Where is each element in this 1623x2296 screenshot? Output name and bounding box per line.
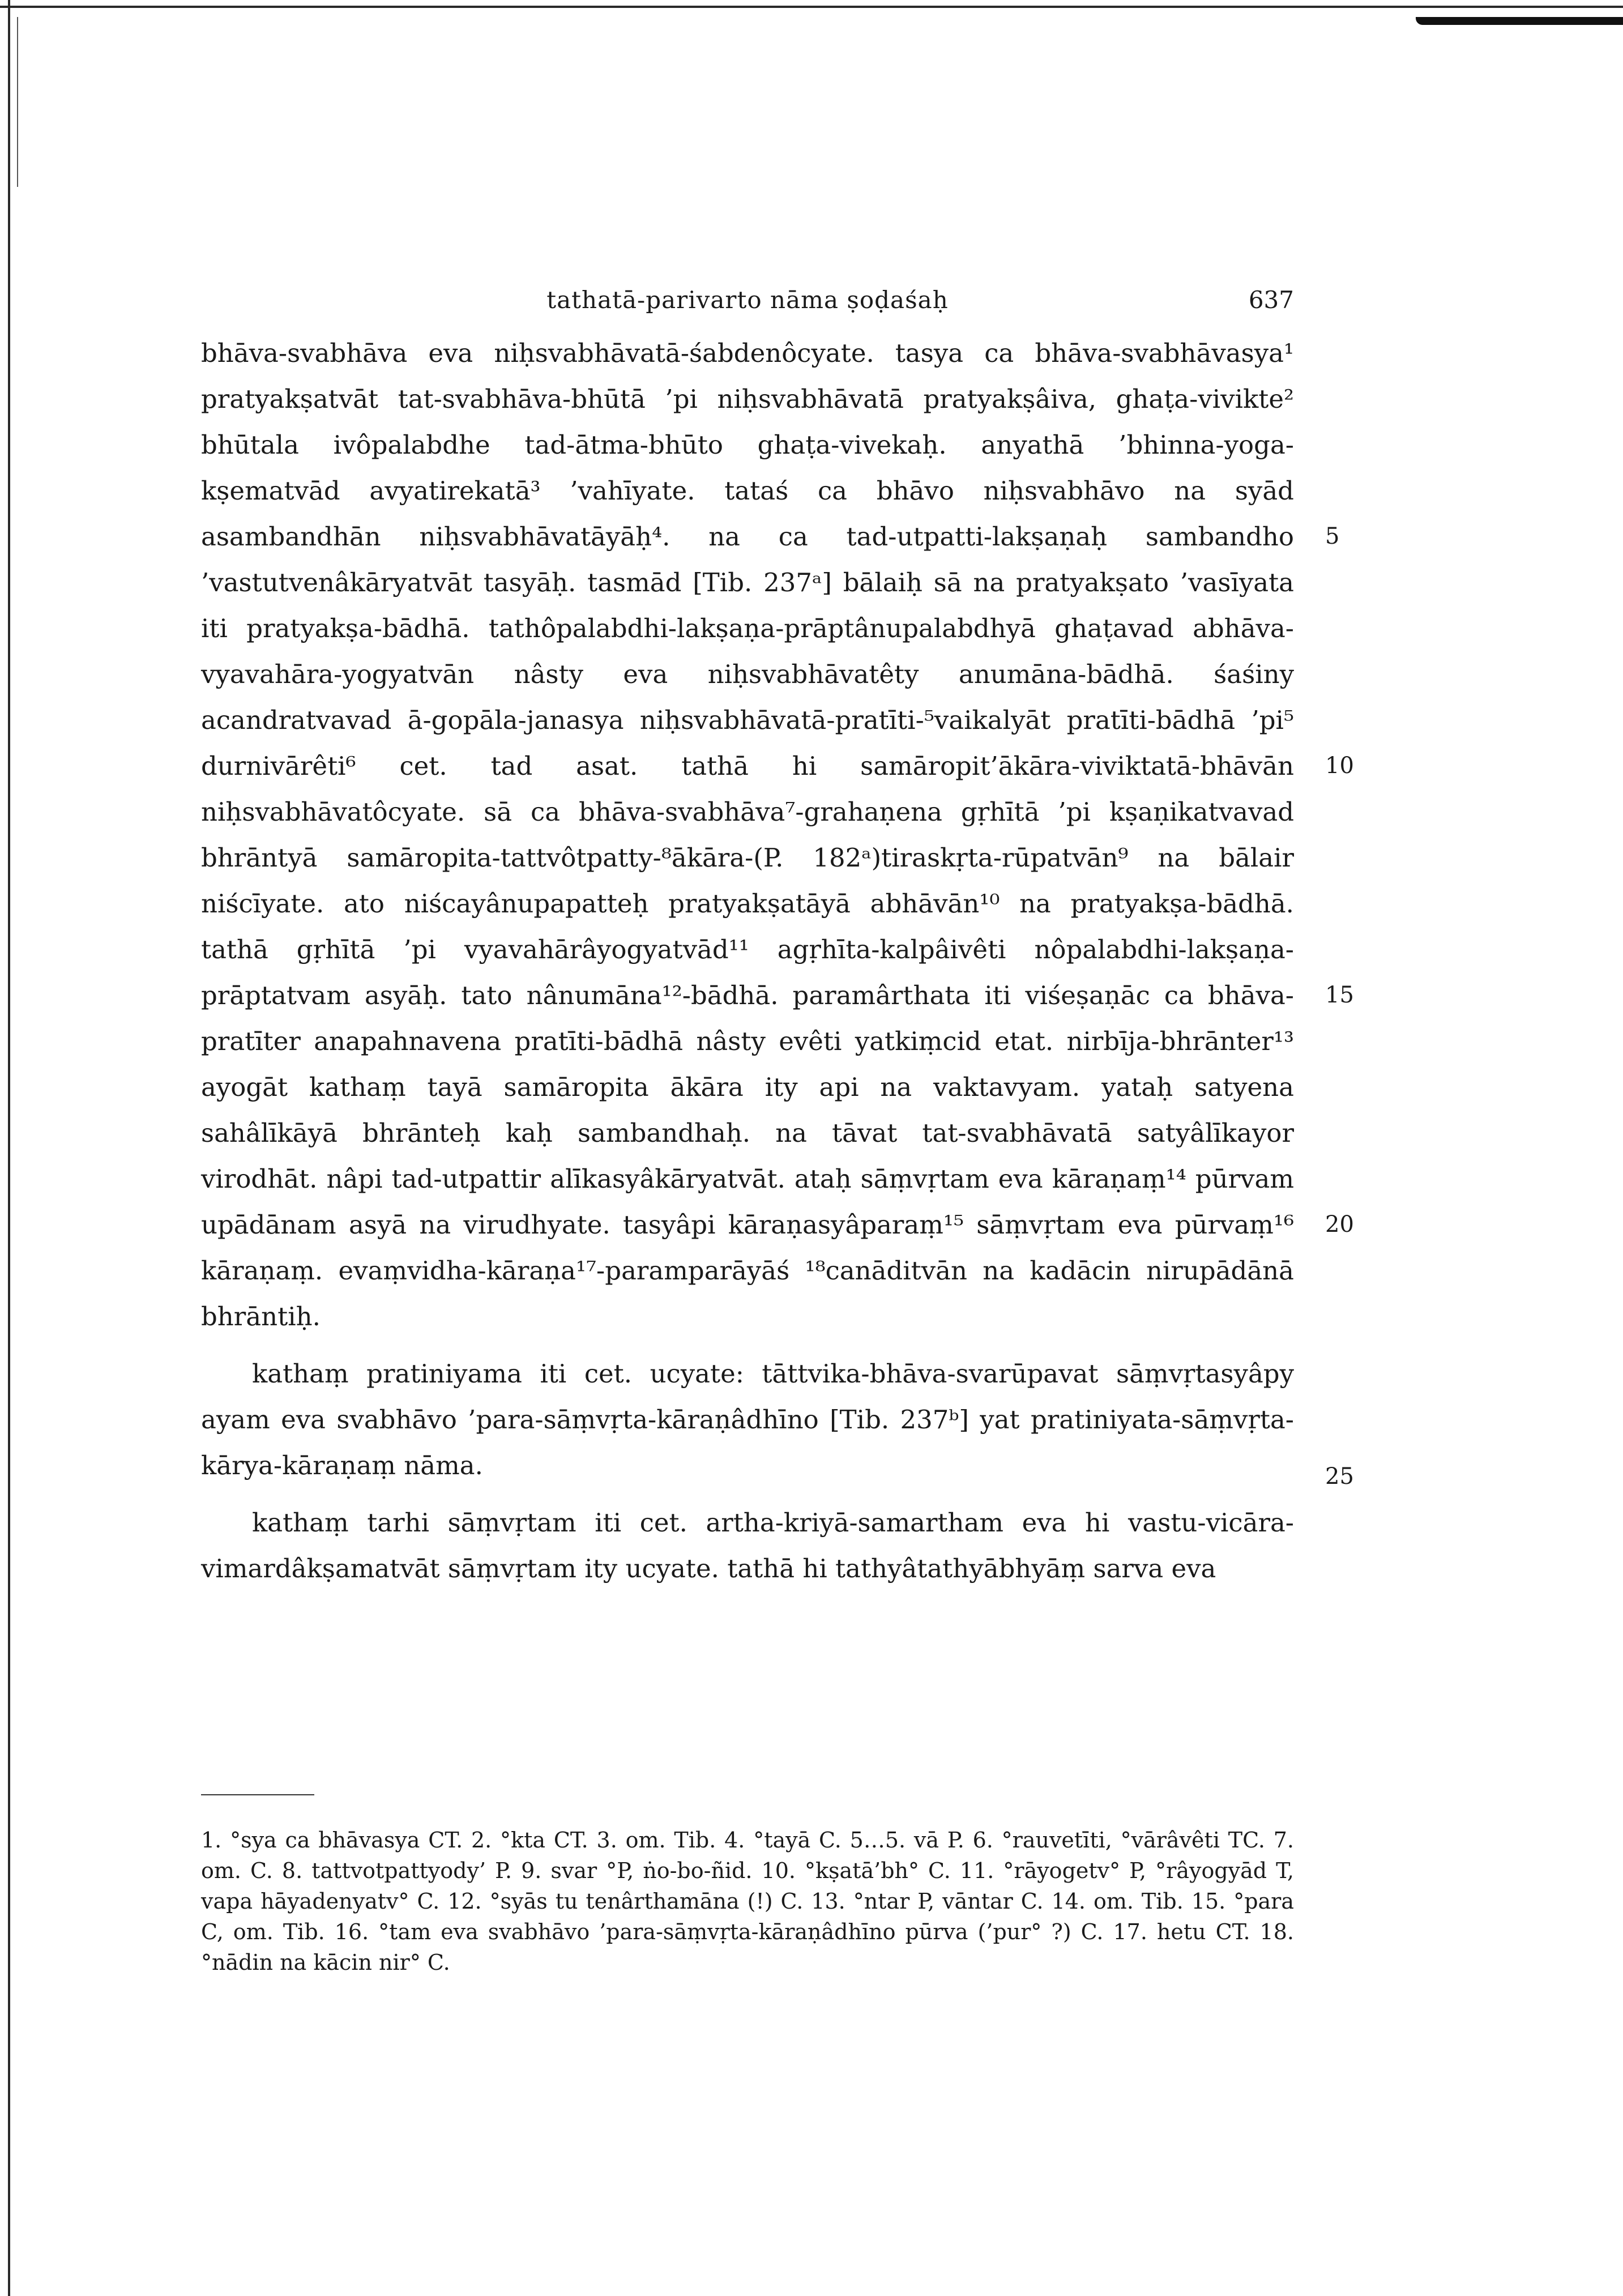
paragraph-1: bhāva-svabhāva eva niḥsvabhāvatā-śabdenôcyate. tasya ca bhāva-svabhāvasya¹ pratyakṣatvāt tat-svabhāva-bhūtā ’pi niḥsvabhāvatā pratyakṣâiva, ghaṭa-vivikte² bhūtala ivôpalabdhe tad-ātma-bhūto ghaṭa-vivekaḥ. anyathā ’bhinna-yoga-kṣematvād avyatirekatā³ ’vahīyate. tataś ca bhāvo niḥsvabhāvo na syād asambandhān niḥsvabhāvatāyāḥ⁴. na ca tad-utpatti-lakṣaṇaḥ sambandho ’vastutvenâkāryatvāt tasyāḥ. tasmād [Tib. 237ᵃ] bālaiḥ sā na pratyakṣato ’vasīyata iti pratyakṣa-bādhā. tathôpalabdhi-lakṣaṇa-prāptânupalabdhyā ghaṭavad abhāva-vyavahāra-yogyatvān nâsty eva niḥsvabhāvatêty anumāna-bādhā. śaśiny acandratvavad ā-gopāla-janasya niḥsvabhāvatā-pratīti-⁵vaikalyāt pratīti-bādhā ’pi⁵ durnivārêti⁶ cet. tad asat. tathā hi samāropit’ākāra-viviktatā-bhāvān niḥsvabhāvatôcyate. sā ca bhāva-svabhāva⁷-grahaṇena gṛhītā ’pi kṣaṇikatvavad bhrāntyā samāropita-tattvôtpatty-⁸ākāra-(P. 182ᵃ)tiraskṛta-rūpatvān⁹ na bālair niścīyate. ato niścayânupapatteḥ pratyakṣatāyā abhāvān¹⁰ na pratyakṣa-bādhā. tathā gṛhītā ’pi vyavahārâyogyatvād¹¹ agṛhīta-kalpâivêti nôpalabdhi-lakṣaṇa-prāptatvam asyāḥ. tato nânumāna¹²-bādhā. paramârthata iti viśeṣaṇāc ca bhāva-pratīter anapahnavena pratīti-bādhā nâsty evêti yatkiṃcid etat. nirbīja-bhrānter¹³ ayogāt kathaṃ tayā samāropita ākāra ity api na vaktavyam. yataḥ satyena sahâlīkāyā bhrānteḥ kaḥ sambandhaḥ. na tāvat tat-svabhāvatā satyâlīkayor virodhāt. nâpi tad-utpattir alīkasyâkāryatvāt. ataḥ sāṃvṛtam eva kāraṇaṃ¹⁴ pūrvam upādānam asyā na virudhyate. tasyâpi kāraṇasyâparaṃ¹⁵ sāṃvṛtam eva pūrvaṃ¹⁶ kāraṇaṃ. evaṃvidha-kāraṇa¹⁷-paramparāyāś ¹⁸canāditvān na kadācin nirupādānā bhrāntiḥ.	[201, 338, 1294, 1331]
running-title: tathatā-parivarto nāma ṣoḍaśaḥ	[546, 286, 949, 314]
line-number-5: 5	[1325, 523, 1340, 549]
scan-edge-top	[0, 6, 1623, 8]
footnotes: 1. °sya ca bhāvasya CT. 2. °kta CT. 3. om. Tib. 4. °tayā C. 5…5. vā P. 6. °rauvetīti, °vārâvêti TC. 7. om. C. 8. tattvotpattyody’ P. 9. svar °P, ṅo-bo-ñid. 10. °kṣatā’bh° C. 11. °rāyogetv° P, °râyogyād T, vapa hāyadenyatv° C. 12. °syās tu tenârthamāna (!) C. 13. °ntar P, vāntar C. 14. om. Tib. 15. °para C, om. Tib. 16. °tam eva svabhāvo ’para-sāṃvṛta-kāraṇâdhīno pūrva (’pur° ?) C. 17. hetu CT. 18. °nādin na kācin nir° C.	[201, 1828, 1294, 1975]
main-text	[201, 330, 1294, 1591]
line-number-20: 20	[1325, 1211, 1354, 1237]
running-head	[201, 283, 1294, 317]
scan-edge-left	[8, 0, 10, 2296]
page-number: 637	[1248, 286, 1294, 314]
paragraph-2: kathaṃ pratiniyama iti cet. ucyate: tāttvika-bhāva-svarūpavat sāṃvṛtasyâpy ayam eva svabhāvo ’para-sāṃvṛta-kāraṇâdhīno [Tib. 237ᵇ] yat pratiniyata-sāṃvṛta-kārya-kāraṇaṃ nāma.	[201, 1359, 1294, 1480]
line-number-25: 25	[1325, 1463, 1354, 1490]
line-number-10: 10	[1325, 753, 1354, 779]
line-number-15: 15	[1325, 982, 1354, 1008]
scan-edge-top-right	[1416, 17, 1623, 25]
paragraph-3: kathaṃ tarhi sāṃvṛtam iti cet. artha-kriyā-samartham eva hi vastu-vicāra-vimardâkṣamatvāt sāṃvṛtam ity ucyate. tathā hi tathyâtathyābhyāṃ sarva eva	[201, 1508, 1294, 1584]
scan-edge-left-inner	[17, 17, 18, 187]
footnote-rule	[201, 1794, 314, 1795]
